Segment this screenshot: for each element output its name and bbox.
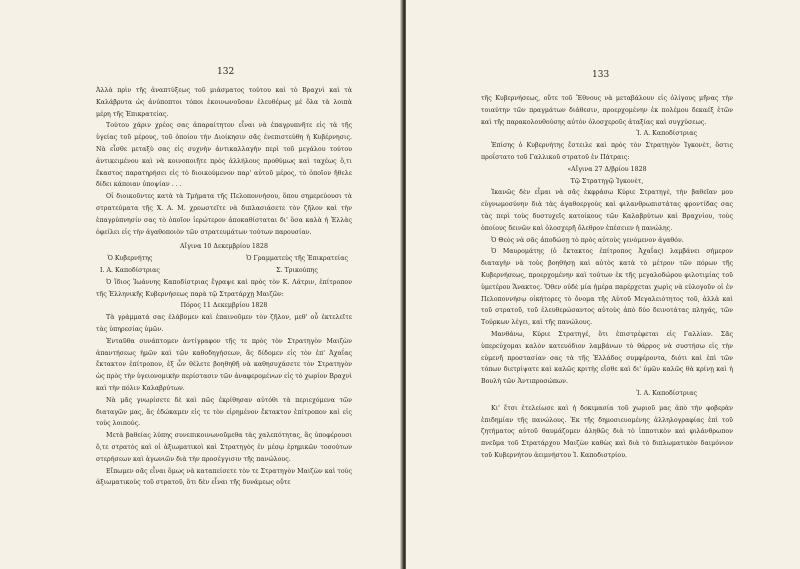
signature-title: Ὁ Γραμματεὺς τῆς Ἐπικρατείας (246, 255, 348, 263)
paragraph: Μετὰ βαθείας λύπης συνεπικοινωνοῦμεθα τὰς χαλεπότητας, ἃς ὑποφέρουσι ὅ,τε στρατὸς καὶ οἱ ἀξιωματικοὶ καὶ Στρατηγὸς ἐν μέσῳ ἐρημικῶν τοσούτων στερήσεων καὶ ἀγωνιῶν διὰ τὴν προσέγγισιν τῆς πανώλους. (96, 432, 352, 463)
paragraph: τῆς Κυβερνήσεως, οὔτε τοῦ Ἔθνους νὰ μεταβάλουν εἰς ὀλίγους μῆνας τὴν τοιαύτην τῶν πραγμάτων διάθεσιν, προερχομένην ἐκ πολέμου δεκαέξ ἐτῶν καὶ τῆς παρακολουθούσης αὐτὸν ὁλοσχεροῦς ἀταξίας καὶ συγχύσεως. (481, 95, 733, 126)
paragraph: Τὰ γράμματά σας ἐλάβομεν καὶ ἐπαινοῦμεν τὸν ζῆλον, μεθ' οὗ ἐκτελεῖτε τὰς ὑπηρεσίας ὑμῶν. (96, 314, 352, 333)
text-column (481, 93, 733, 462)
paragraph: Ἀλλὰ πρὶν τῆς ἀναπτύξεως τοῦ μιάσματος τούτου καὶ τὸ Βραχνὶ καὶ τὰ Καλάβρυτα ὡς ἀνύποπτοι τόποι ἐκοινωνοῦσαν ἐλευθέρως μὲ ὅλα τὰ λοιπὰ μέρη τῆς Ἐπικρατείας. (96, 87, 352, 118)
letter-date: «Αἴγινα 27 Δ/βρίου 1828 (567, 165, 647, 173)
right-page (406, 0, 800, 569)
paragraph: Οἱ διοικοῦντες κατὰ τὰ Τμήματα τῆς Πελοποννήσου, ὅπου σημερεύουσι τὰ στρατεύματα τῆς Χ. Α. Μ. χρεωστεῖτε νὰ διπλασιάσετε τὸν ζῆλον καὶ τὴν ἐπαγρύπνησίν σας τὸ ὁποῖον ἱερώτερον ἀποκαθίσταται δι' ὅσα καλὰ ἡ Ἑλλὰς ὀφείλει εἰς τὴν ἀγαθοποιὸν τῶν στρατευμάτων τούτων παρουσίαν. (96, 193, 352, 236)
paragraph: Μανθάνω, Κύριε Στρατηγέ, ὅτι ἐπιστρέφεται εἰς Γαλλίαν. Σᾶς ὑπερεύχομαι καλὸν κατευόδιον λαμβάνων τὸ θάρρος νὰ συστήσω εἰς τὴν εὐμενῆ προστασίαν σας τὰ τῆς Ἑλλάδος συμφέροντα, διότι καὶ ἐπὶ τῶν τόπων διετρίψατε καὶ καλῶς κριτὴς εἴσθε καὶ δι' ὑμῶν καλῶς θὰ κρίνῃ καὶ ἡ Βουλὴ τῶν Ἀντιπροσώπων. (481, 330, 733, 386)
paragraph: Ὁ Θεὸς νὰ σᾶς ἀποδώσῃ τὸ πρὸς αὐτοὺς γενόμενον ἀγαθόν. (491, 236, 684, 244)
paragraph: Κι' ἔτσι ἐτελείωσε καὶ ἡ δοκιμασία τοῦ χωριοῦ μας ἀπὸ τὴν φοβερὰν ἐπιδημίαν τῆς πανώλους. Ἐκ τῆς δημοσιευομένης ἀλληλογραφίας ἐπὶ τοῦ ζητήματος αὐτοῦ θαυμάζομεν ἀληθῶς διὰ τὸ ἱπποτικὸν καὶ φιλάνθρωπον πνεῦμα τοῦ Στρατάρχου Μαιζὼν καθὼς καὶ διὰ τὸ διπλωματικὸν δαιμόνιον τοῦ Κυβερνήτου ἀειμνήστου Ἰ. Καποδιστρίου. (481, 404, 733, 459)
signature-name: Ἰ. Α. Καποδίστριας (636, 130, 697, 138)
paragraph: Ἐπίσης ὁ Κυβερνήτης ἔστειλε καὶ πρὸς τὸν Στρατηγὸν Ἰγκονὲτ, ὅστις προΐστατο τοῦ Γαλλικοῦ στρατοῦ ἐν Πάτραις: (481, 142, 733, 161)
signature-block (96, 253, 352, 277)
signature-name: Ι. Α. Καποδίστριας (100, 266, 160, 274)
paragraph: Νὰ μᾶς γνωρίσετε δὲ καὶ πῶς ἐκρίθησαν αὐτόθι τὰ περιεχόμενα τῶν διαταγῶν μας, ἃς ἐδώκαμεν εἰς τε τὸν εἰρημένον ἔκτακτον ἐπίτροπον καὶ εἰς τοὺς λοιπούς. (96, 396, 352, 428)
paragraph: Ὁ Μαυρομάτης (ὁ ἔκτακτος ἐπίτροπος Ἀχαΐας) λαμβάνει σήμερον διαταγὴν νὰ τοὺς βοηθήσῃ καὶ αὐτὸς κατὰ τὸ μέτρον τῶν πόρων τῆς Κυβερνήσεως, προερχομένην καὶ τούτων ἐκ τῆς μεγαλοδώρου φιλοτιμίας τοῦ ὑμετέρου Ἄνακτος. Ὅθεν οὐδὲ μία ἡμέρα παρέρχεται χωρὶς νὰ εὐλογοῦν οἱ ἐν Πελοποννήσῳ οἰκήτορες τὸ ὄνομα τῆς Αὐτοῦ Μεγαλειότητος τοῦ, ἀλλὰ καὶ τοῦ στρατοῦ, τοῦ ἐλευθερώσαντος αὐτοὺς ἀπὸ δύο δεινοτάτας πληγάς, τῶν Τούρκων λέγει, καὶ τῆς πανώλους. (481, 248, 733, 327)
signature-name: Σ. Τρικούπης (276, 266, 318, 274)
letter-date: Πόρος 11 Δεκεμβρίου 1828 (180, 302, 268, 310)
text-column (96, 85, 352, 489)
page-number: 133 (592, 70, 610, 80)
page-number: 132 (217, 67, 235, 77)
paragraph: Εἴπωμεν σᾶς εἶναι ὅμως νὰ καταπείσετε τὸν τε Στρατηγὸν Μαιζὼν καὶ τοὺς ἀξιωματικοὺς τοῦ στρατοῦ, ὅτι δὲν εἶναι τῆς δυνάμεως οὔτε (96, 467, 352, 487)
paragraph: Ἱκανῶς δὲν εἶμαι νὰ σᾶς ἐκφράσω Κύριε Στρατηγὲ, τὴν βαθεῖαν μου εὐγνωμοσύνην διὰ τὰς ἀγαθοεργοὺς καὶ φιλανθρωπιστάτας φροντίδας σας τὰς περὶ τοὺς δυστυχεῖς κατοίκους τῶν Καλαβρύτων καὶ Βραχνίου, τοὺς ὁποίους δεινῶν καὶ ὁλοσχερῆ ὄλεθρον ἐπέσειεν ἡ πανώλης. (481, 189, 733, 232)
paragraph: Τούτου χάριν χρέος σας ἀπαραίτητον εἶναι νὰ ἐπαγρυπνῆτε εἰς τὰ τῆς ὑγείας τοῦ μέρους, τοῦ ὁποίου τὴν Διοίκησιν σᾶς ἐνεπιστεύθη ἡ Κυβέρνησις. Νὰ εἶσθε μεταξὺ σας εἰς συχνὴν ἀντικαλλαγὴν περὶ τοῦ μεγάλου τούτου ἀντικειμένου καὶ νὰ κοινοποιῆτε πρὸς ἀλλήλους προθύμως καὶ ταχέως ὅ,τι ἕκαστος παρατηρήσει εἰς τὸ διοικούμενον παρ' αὐτοῦ μέρος, τὸ ὁποῖον ἤθελε δίδει κάποιαν ὑποψίαν . . . (96, 122, 352, 189)
signature-name: Ἰ. Α. Καποδίστριας (636, 389, 697, 397)
letter-date: Αἴγινα 10 Δεκεμβρίου 1828 (180, 243, 268, 251)
paragraph: Ὁ ἴδιος Ἰωάννης Καποδίστριας ἔγραψε καὶ πρὸς τὸν Κ. Λάτριν, ἐπίτροπον τῆς Ἑλληνικῆς Κυβερνήσεως παρὰ τῷ Στρατάρχῃ Μαιζῶν: (96, 278, 352, 298)
letter-salutation: Τῷ Στρατηγῷ Ἰγκονὲτ, (570, 177, 644, 185)
paragraph: Ἐνταῦθα συνάπτομεν ἀντίγραφον τῆς τε πρὸς τὸν Στρατηγὸν Μαιζὼν ἀπαντήσεως ἡμῶν καὶ τῶν καθοδηγήσεων, ἃς δίδομεν εἰς τὸν ἐπ' Ἀχαΐας ἔκτακτον ἐπίτροπον, ἐξ ὧν θέλετε βοηθηθῆ νὰ καθησυχάσετε τὸν Στρατηγὸν ὡς πρὸς τὴν ὑγειονομικὴν περίστασιν τῶν ἀναφερομένων εἰς τὸ χωρίον Βραχνὶ καὶ τὴν πόλιν Καλαβρύτων. (96, 337, 353, 392)
signature-title: Ὁ Κυβερνήτης (107, 255, 153, 263)
